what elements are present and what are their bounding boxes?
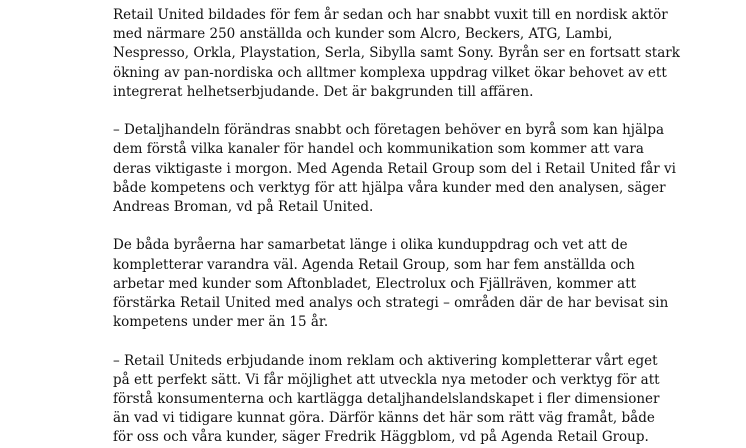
text-line: på ett perfekt sätt. Vi får möjlighet att utveckla nya metoder och verktyg för att — [113, 371, 660, 388]
document-body — [113, 6, 680, 448]
text-line: Andreas Broman, vd på Retail United. — [113, 199, 374, 216]
text-line: Nespresso, Orkla, Playstation, Serla, Sibylla samt Sony. Byrån ser en fortsatt stark — [113, 45, 680, 62]
paragraph-quote-haggblom — [113, 352, 660, 448]
paragraph-quote-broman — [113, 121, 676, 217]
text-line: dem förstå vilka kanaler för handel och kommunikation som kommer att vara — [113, 141, 644, 158]
text-line: deras viktigaste i morgon. Med Agenda Retail Group som del i Retail United får vi — [113, 160, 676, 177]
text-line: De båda byråerna har samarbetat länge i olika kunduppdrag och vet att de — [113, 237, 628, 254]
text-line: förstå konsumenterna och kartlägga detaljhandelslandskapet i fler dimensioner — [113, 391, 660, 408]
text-line: både kompetens och verktyg för att hjälpa våra kunder med den analysen, säger — [113, 179, 666, 196]
paragraph-collaboration — [113, 236, 669, 332]
text-line: med närmare 250 anställda och kunder som Alcro, Beckers, ATG, Lambi, — [113, 26, 613, 43]
text-line: för oss och våra kunder, säger Fredrik Häggblom, vd på Agenda Retail Group. — [113, 429, 649, 446]
paragraph-founding — [113, 6, 680, 102]
text-line: arbetar med kunder som Aftonbladet, Electrolux och Fjällräven, kommer att — [113, 275, 637, 292]
text-line: Retail United bildades för fem år sedan och har snabbt vuxit till en nordisk aktör — [113, 7, 668, 23]
text-line: kompletterar varandra väl. Agenda Retail Group, som har fem anställda och — [113, 256, 635, 273]
text-line: ökning av pan-nordiska och alltmer komplexa uppdrag vilket ökar behovet av ett — [113, 64, 667, 81]
text-line: – Retail Uniteds erbjudande inom reklam och aktivering kompletterar vårt eget — [113, 352, 658, 369]
text-line: än vad vi tidigare kunnat göra. Därför känns det här som rätt väg framåt, både — [113, 410, 655, 427]
text-line: kompetens under mer än 15 år. — [113, 314, 329, 331]
text-line: integrerat helhetserbjudande. Det är bakgrunden till affären. — [113, 83, 534, 100]
text-line: förstärka Retail United med analys och strategi – områden där de har bevisat sin — [113, 295, 669, 312]
text-line: – Detaljhandeln förändras snabbt och företagen behöver en byrå som kan hjälpa — [113, 122, 665, 139]
